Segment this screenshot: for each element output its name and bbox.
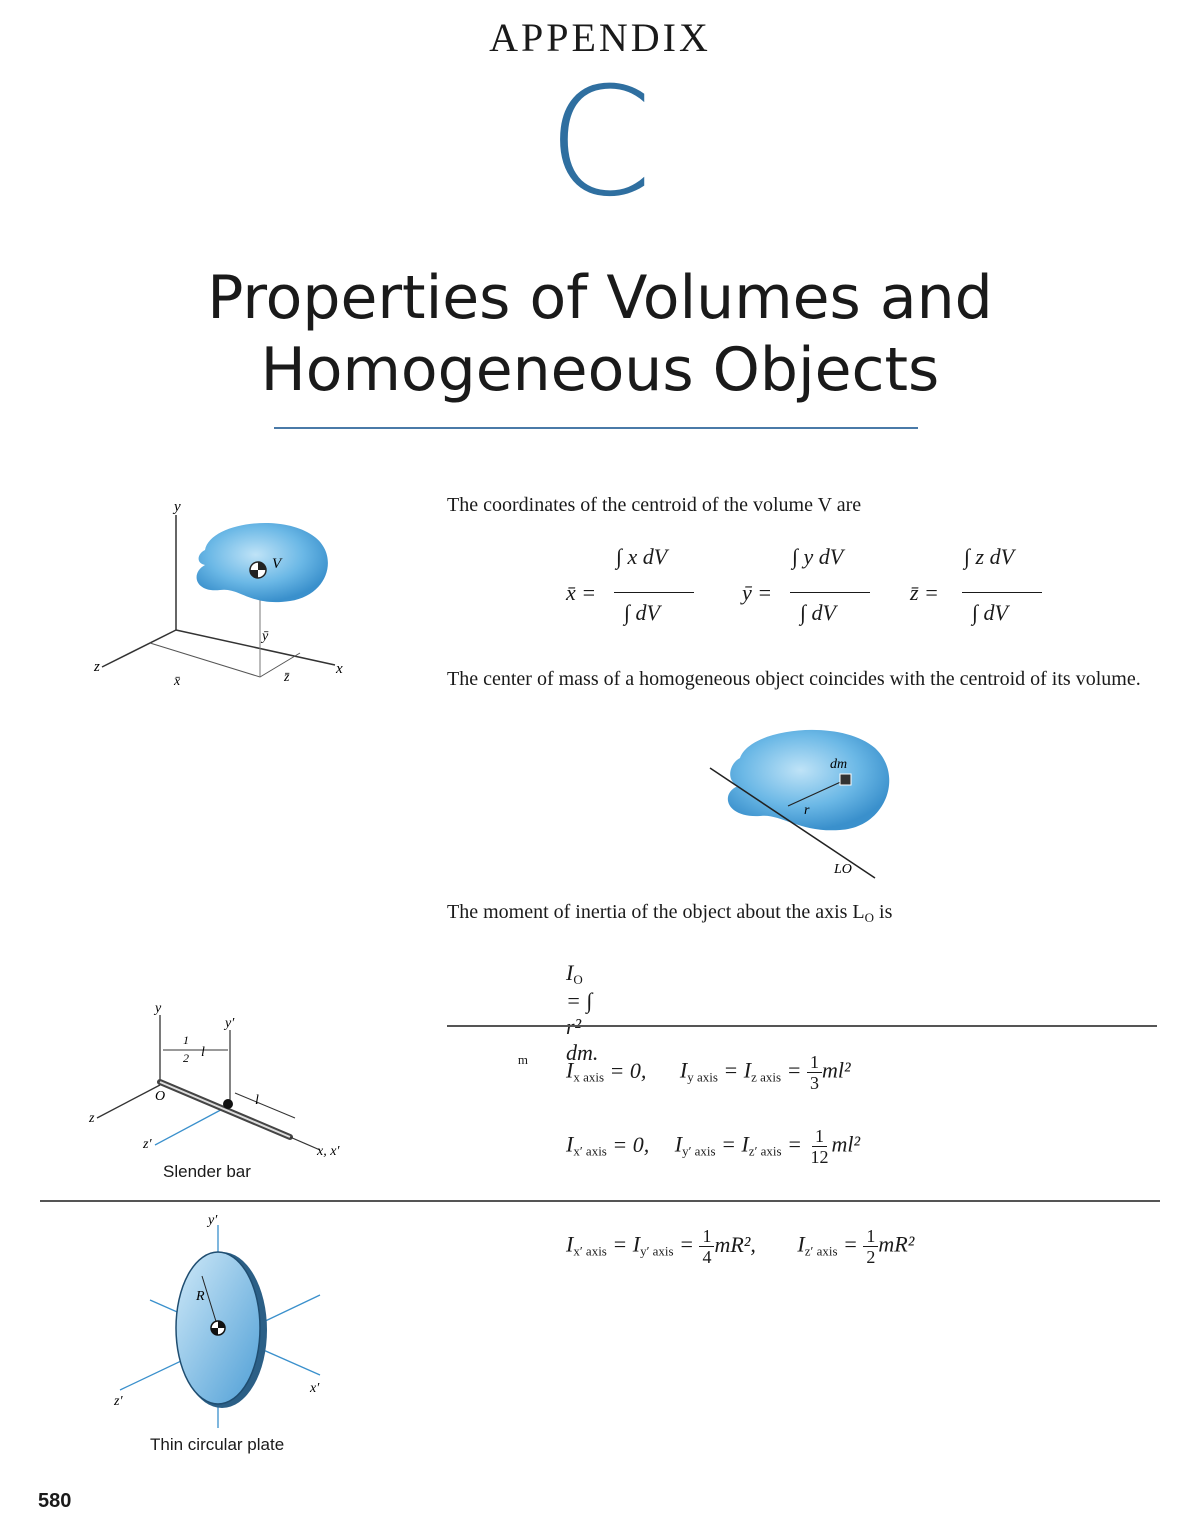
bar-xx-label: x, x′: [317, 1144, 340, 1159]
slender-bar-row2-ix-sub: x′ axis: [573, 1143, 607, 1159]
plate-tail1: mR²,: [714, 1231, 756, 1257]
inertia-int-sub: m: [517, 1052, 529, 1067]
plate-tail2: mR²: [878, 1231, 915, 1257]
plate-iy-sub: y′ axis: [640, 1243, 674, 1259]
fig1-x-label: x: [336, 661, 343, 677]
fig1-ybar-label: ȳ: [262, 629, 269, 644]
centroid-figure: [90, 495, 360, 695]
thin-plate-equation: [566, 1226, 914, 1267]
dm-figure: [700, 718, 910, 883]
inertia-rhs: = ∫ r² dm.: [566, 988, 599, 1065]
appendix-letter: C: [547, 56, 653, 230]
slender-bar-row1-eq: =: [786, 1057, 802, 1083]
equation-xbar: [566, 540, 706, 650]
plate-frac1-num: 1: [699, 1226, 714, 1247]
page-number: 580: [38, 1490, 72, 1512]
plate-yprime-label: y′: [208, 1213, 218, 1228]
center-of-mass-text: The center of mass of a homogeneous object coincides with the centroid of its volume.: [447, 668, 1141, 690]
slender-bar-row2-iz-sub: z′ axis: [748, 1143, 782, 1159]
slender-bar-figure: [85, 1000, 365, 1160]
inertia-intro: [447, 899, 1147, 931]
fig1-z-label: z: [94, 659, 100, 675]
slender-bar-caption: Slender bar: [163, 1162, 251, 1181]
slender-bar-eq-2: [566, 1126, 860, 1167]
centroid-intro: The coordinates of the centroid of the volume V are: [447, 494, 862, 516]
slender-bar-row1-ix-sub: x axis: [573, 1069, 605, 1085]
title-line-2: Homogeneous Objects: [260, 335, 940, 405]
plate-iz-sub: z′ axis: [804, 1243, 838, 1259]
fig1-y-label: y: [174, 499, 181, 515]
plate-frac2-num: 1: [863, 1226, 878, 1247]
slender-bar-row1-eq: =: [723, 1057, 739, 1083]
bar-z-label: z: [89, 1111, 95, 1126]
plate-ix: I: [566, 1231, 574, 1257]
zbar-lhs: z̄ =: [910, 580, 939, 605]
slender-bar-row2-frac-den: 12: [810, 1147, 829, 1167]
slender-bar-row1-ix-val: = 0,: [609, 1057, 647, 1083]
inertia-lhs: I: [566, 960, 574, 985]
slender-bar-row1-frac-den: 3: [809, 1073, 819, 1093]
title-divider: [274, 427, 918, 429]
slender-bar-row2-ix-val: = 0,: [612, 1131, 650, 1157]
plate-xprime-label: x′: [310, 1381, 320, 1396]
fig2-r-label: r: [804, 803, 810, 818]
centroid-equations: [566, 540, 1066, 650]
ybar-numerator: ∫ y dV: [792, 544, 844, 569]
slender-bar-row2-iy: I: [674, 1131, 683, 1157]
inertia-intro-text: The moment of inertia of the object about the axis L: [447, 901, 865, 923]
appendix-label: APPENDIX: [489, 15, 711, 60]
slender-bar-row1-frac-num: 1: [807, 1052, 822, 1073]
bar-half-den: 2: [183, 1051, 189, 1065]
slender-bar-row1-iy: I: [679, 1057, 688, 1083]
slender-bar-row1-tail: ml²: [821, 1057, 851, 1083]
slender-bar-row2-iz: I: [741, 1131, 749, 1157]
ybar-lhs: ȳ =: [742, 580, 773, 605]
title-line-1: Properties of Volumes and: [207, 263, 993, 333]
inertia-intro-sub: O: [864, 910, 875, 925]
slender-bar-row2-eq: =: [787, 1131, 802, 1157]
plate-iy: I: [632, 1231, 641, 1257]
xbar-denominator: ∫ dV: [624, 600, 660, 625]
section-divider: [447, 1025, 1157, 1027]
slender-bar-row1-ix: I: [566, 1057, 574, 1083]
bar-o-label: O: [155, 1089, 166, 1104]
bar-yprime-label: y′: [225, 1016, 235, 1031]
slender-bar-row2-ix: I: [566, 1131, 574, 1157]
slender-bar-row1-iz-sub: z axis: [751, 1069, 782, 1085]
inertia-intro-end: is: [874, 901, 893, 923]
bar-l2-label: l: [255, 1093, 259, 1108]
plate-frac2-den: 2: [866, 1247, 876, 1267]
slender-bar-row2-eq: =: [721, 1131, 736, 1157]
fig2-lo-label: LO: [834, 862, 852, 877]
fig1-v-label: V: [272, 556, 282, 572]
plate-eq1: =: [612, 1231, 628, 1257]
slender-bar-row2-iy-sub: y′ axis: [682, 1143, 716, 1159]
xbar-numerator: ∫ x dV: [616, 544, 668, 569]
bar-l-label: l: [201, 1045, 205, 1060]
plate-eq1: =: [843, 1231, 858, 1257]
bar-half-num: 1: [183, 1033, 189, 1047]
equation-ybar: [742, 540, 882, 650]
slender-bar-row2-tail: ml²: [831, 1131, 861, 1157]
plate-zprime-label: z′: [114, 1394, 123, 1409]
xbar-lhs: x̄ =: [566, 580, 597, 605]
plate-frac1-den: 4: [702, 1247, 712, 1267]
plate-r-label: R: [196, 1289, 205, 1304]
fig1-zbar-label: z̄: [284, 670, 290, 685]
bar-zprime-label: z′: [143, 1137, 152, 1152]
inertia-lhs-sub: O: [573, 972, 583, 987]
slender-bar-row2-frac-num: 1: [812, 1126, 827, 1147]
ybar-denominator: ∫ dV: [800, 600, 836, 625]
plate-eq1: =: [679, 1231, 694, 1257]
thin-plate-figure: [110, 1210, 340, 1435]
slender-bar-row1-iz: I: [743, 1057, 752, 1083]
page-title: [0, 262, 1200, 406]
slender-bar-row1-iy-sub: y axis: [687, 1069, 718, 1085]
plate-iz: I: [797, 1231, 805, 1257]
fig1-xbar-label: x̄: [174, 674, 181, 689]
thin-plate-caption: Thin circular plate: [150, 1435, 285, 1454]
equation-zbar: [910, 540, 1060, 650]
zbar-numerator: ∫ z dV: [964, 544, 1015, 569]
plate-ix-sub: x′ axis: [573, 1243, 607, 1259]
zbar-denominator: ∫ dV: [972, 600, 1008, 625]
bar-y-label: y: [155, 1001, 162, 1016]
section-divider-2: [40, 1200, 1160, 1202]
slender-bar-eq-1: [566, 1052, 851, 1093]
fig2-dm-label: dm: [830, 757, 848, 772]
